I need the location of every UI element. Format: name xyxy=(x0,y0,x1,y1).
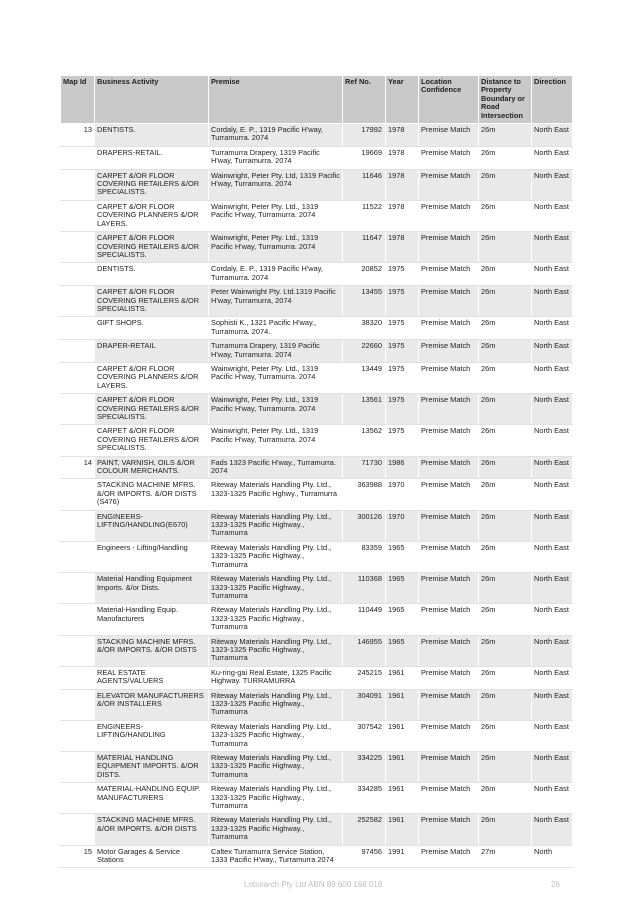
cell-premise: Peter Wainwright Pty. Ltd.1319 Pacific H'way, Turramurra, 2074 xyxy=(209,286,343,317)
cell-year: 1978 xyxy=(386,200,419,231)
header-business-activity: Business Activity xyxy=(95,76,209,124)
cell-direction: North East xyxy=(532,752,573,783)
cell-ref-no: 252582 xyxy=(343,814,386,845)
cell-map-id xyxy=(61,752,95,783)
cell-premise: Riteway Materials Handling Pty. Ltd., 1323-1325 Pacific Highway., Turramurra xyxy=(209,783,343,814)
cell-ref-no: 363988 xyxy=(343,479,386,510)
table-row xyxy=(61,146,573,169)
cell-premise: Ku-ring-gai Real Estate, 1325 Pacific Highway. TURRAMURRA xyxy=(209,666,343,689)
cell-direction: North East xyxy=(532,340,573,363)
cell-business-activity: Material-Handling Equip. Manufacturers xyxy=(95,604,209,635)
cell-ref-no: 13449 xyxy=(343,362,386,393)
cell-location-confidence: Premise Match xyxy=(419,146,479,169)
cell-location-confidence: Premise Match xyxy=(419,479,479,510)
header-year: Year xyxy=(386,76,419,124)
cell-direction: North East xyxy=(532,720,573,751)
cell-map-id xyxy=(61,263,95,286)
cell-ref-no: 334285 xyxy=(343,783,386,814)
cell-premise: Wainwright, Peter Pty. Ltd, 1319 Pacific H'way, Turramurra. 2074 xyxy=(209,169,343,200)
cell-location-confidence: Premise Match xyxy=(419,362,479,393)
table-row xyxy=(61,394,573,425)
cell-year: 1975 xyxy=(386,263,419,286)
cell-map-id xyxy=(61,340,95,363)
cell-location-confidence: Premise Match xyxy=(419,394,479,425)
cell-location-confidence: Premise Match xyxy=(419,573,479,604)
cell-ref-no: 13562 xyxy=(343,425,386,456)
cell-map-id xyxy=(61,146,95,169)
cell-map-id xyxy=(61,169,95,200)
cell-distance: 26m xyxy=(479,232,532,263)
cell-location-confidence: Premise Match xyxy=(419,425,479,456)
cell-premise: Riteway Materials Handling Pty. Ltd., 1323-1325 Pacific Highway., Turramurra xyxy=(209,541,343,572)
cell-direction: North East xyxy=(532,263,573,286)
cell-map-id xyxy=(61,425,95,456)
cell-year: 1978 xyxy=(386,169,419,200)
table-row xyxy=(61,286,573,317)
cell-business-activity: STACKING MACHINE MFRS. &/OR IMPORTS. &/OR DISTS (S476) xyxy=(95,479,209,510)
cell-business-activity: MATERIAL HANDLING EQUIPMENT IMPORTS. &/OR DISTS. xyxy=(95,752,209,783)
cell-ref-no: 110368 xyxy=(343,573,386,604)
table-row xyxy=(61,263,573,286)
cell-direction: North East xyxy=(532,666,573,689)
cell-business-activity: Engineers - Lifting/Handling xyxy=(95,541,209,572)
cell-year: 1970 xyxy=(386,510,419,541)
cell-location-confidence: Premise Match xyxy=(419,232,479,263)
cell-distance: 26m xyxy=(479,720,532,751)
cell-distance: 26m xyxy=(479,604,532,635)
cell-direction: North xyxy=(532,845,573,868)
cell-premise: Riteway Materials Handling Pty. Ltd., 1323-1325 Pacific Highway., Turramurra xyxy=(209,510,343,541)
cell-business-activity: STACKING MACHINE MFRS. &/OR IMPORTS. &/OR DISTS xyxy=(95,814,209,845)
cell-business-activity: DENTISTS. xyxy=(95,263,209,286)
cell-distance: 26m xyxy=(479,146,532,169)
cell-premise: Cordaly, E. P., 1319 Pacific H'way, Turramurra. 2074 xyxy=(209,124,343,147)
cell-business-activity: CARPET &/OR FLOOR COVERING RETAILERS &/OR SPECIALISTS. xyxy=(95,169,209,200)
header-map-id: Map Id xyxy=(61,76,95,124)
cell-year: 1965 xyxy=(386,573,419,604)
cell-map-id: 15 xyxy=(61,845,95,868)
cell-distance: 26m xyxy=(479,573,532,604)
cell-business-activity: Motor Garages & Service Stations xyxy=(95,845,209,868)
cell-direction: North East xyxy=(532,635,573,666)
cell-map-id xyxy=(61,666,95,689)
table-row xyxy=(61,845,573,868)
cell-ref-no: 11522 xyxy=(343,200,386,231)
cell-business-activity: DRAPERS-RETAIL. xyxy=(95,146,209,169)
cell-premise: Riteway Materials Handling Pty. Ltd., 1323-1325 Pacific Highway., Turramurra xyxy=(209,814,343,845)
cell-distance: 26m xyxy=(479,510,532,541)
cell-premise: Riteway Materials Handling Pty. Ltd., 1323-1325 Pacific Highway., Turramurra xyxy=(209,752,343,783)
header-distance: Distance to Property Boundary or Road Intersection xyxy=(479,76,532,124)
cell-ref-no: 300126 xyxy=(343,510,386,541)
table-row xyxy=(61,720,573,751)
cell-ref-no: 11646 xyxy=(343,169,386,200)
header-premise: Premise xyxy=(209,76,343,124)
cell-map-id xyxy=(61,573,95,604)
table-row xyxy=(61,340,573,363)
cell-ref-no: 19669 xyxy=(343,146,386,169)
cell-location-confidence: Premise Match xyxy=(419,510,479,541)
cell-distance: 26m xyxy=(479,783,532,814)
cell-premise: Wainwright, Peter Pty. Ltd., 1319 Pacific H'way, Turramurra. 2074 xyxy=(209,425,343,456)
cell-direction: North East xyxy=(532,232,573,263)
cell-direction: North East xyxy=(532,814,573,845)
cell-premise: Riteway Materials Handling Pty. Ltd., 1323-1325 Pacific Highway., Turramurra xyxy=(209,689,343,720)
cell-distance: 26m xyxy=(479,479,532,510)
table-row xyxy=(61,479,573,510)
cell-year: 1961 xyxy=(386,666,419,689)
cell-premise: Riteway Materials Handling Pty. Ltd., 1323-1325 Pacific Hghwy., Turramurra xyxy=(209,479,343,510)
cell-distance: 26m xyxy=(479,541,532,572)
cell-distance: 26m xyxy=(479,340,532,363)
cell-distance: 26m xyxy=(479,752,532,783)
cell-distance: 26m xyxy=(479,456,532,479)
header-location-confidence: Location Confidence xyxy=(419,76,479,124)
cell-business-activity: STACKING MACHINE MFRS. &/OR IMPORTS. &/OR DISTS xyxy=(95,635,209,666)
cell-location-confidence: Premise Match xyxy=(419,720,479,751)
cell-direction: North East xyxy=(532,146,573,169)
cell-ref-no: 97456 xyxy=(343,845,386,868)
cell-premise: Riteway Materials Handling Pty. Ltd., 1323-1325 Pacific Highway., Turramurra xyxy=(209,573,343,604)
cell-direction: North East xyxy=(532,456,573,479)
cell-ref-no: 13455 xyxy=(343,286,386,317)
cell-map-id xyxy=(61,286,95,317)
cell-location-confidence: Premise Match xyxy=(419,340,479,363)
cell-location-confidence: Premise Match xyxy=(419,845,479,868)
cell-distance: 26m xyxy=(479,635,532,666)
cell-ref-no: 71730 xyxy=(343,456,386,479)
cell-distance: 26m xyxy=(479,425,532,456)
header-ref-no: Ref No. xyxy=(343,76,386,124)
cell-map-id xyxy=(61,479,95,510)
cell-distance: 26m xyxy=(479,286,532,317)
cell-distance: 26m xyxy=(479,814,532,845)
cell-direction: North East xyxy=(532,362,573,393)
table-row xyxy=(61,317,573,340)
cell-business-activity: DENTISTS. xyxy=(95,124,209,147)
cell-map-id xyxy=(61,232,95,263)
cell-year: 1961 xyxy=(386,814,419,845)
cell-premise: Riteway Materials Handling Pty. Ltd., 1323-1325 Pacific Highway., Turramurra xyxy=(209,720,343,751)
table-row xyxy=(61,124,573,147)
cell-map-id: 13 xyxy=(61,124,95,147)
cell-year: 1975 xyxy=(386,340,419,363)
cell-location-confidence: Premise Match xyxy=(419,814,479,845)
cell-distance: 26m xyxy=(479,263,532,286)
cell-direction: North East xyxy=(532,169,573,200)
cell-location-confidence: Premise Match xyxy=(419,783,479,814)
cell-location-confidence: Premise Match xyxy=(419,169,479,200)
cell-year: 1965 xyxy=(386,604,419,635)
table-row xyxy=(61,510,573,541)
cell-location-confidence: Premise Match xyxy=(419,286,479,317)
cell-location-confidence: Premise Match xyxy=(419,541,479,572)
cell-year: 1965 xyxy=(386,541,419,572)
cell-year: 1965 xyxy=(386,635,419,666)
cell-business-activity: CARPET &/OR FLOOR COVERING RETAILERS &/OR SPECIALISTS. xyxy=(95,286,209,317)
cell-ref-no: 83359 xyxy=(343,541,386,572)
table-row xyxy=(61,814,573,845)
cell-year: 1986 xyxy=(386,456,419,479)
business-directory-table xyxy=(60,75,573,868)
cell-map-id xyxy=(61,510,95,541)
cell-direction: North East xyxy=(532,689,573,720)
cell-year: 1961 xyxy=(386,752,419,783)
cell-location-confidence: Premise Match xyxy=(419,635,479,666)
cell-distance: 26m xyxy=(479,666,532,689)
cell-ref-no: 38320 xyxy=(343,317,386,340)
page-number: 26 xyxy=(551,880,560,889)
cell-ref-no: 245215 xyxy=(343,666,386,689)
cell-business-activity: CARPET &/OR FLOOR COVERING PLANNERS &/OR LAYERS. xyxy=(95,200,209,231)
table-row xyxy=(61,362,573,393)
table-row xyxy=(61,604,573,635)
cell-map-id xyxy=(61,317,95,340)
cell-year: 1978 xyxy=(386,146,419,169)
cell-ref-no: 146955 xyxy=(343,635,386,666)
cell-premise: Fads 1323 Pacific H'way., Turramurra. 2074 xyxy=(209,456,343,479)
footer-company: Lotsearch Pty Ltd ABN 89 600 168 018 xyxy=(244,880,383,889)
cell-ref-no: 307542 xyxy=(343,720,386,751)
cell-map-id xyxy=(61,814,95,845)
cell-location-confidence: Premise Match xyxy=(419,604,479,635)
cell-business-activity: MATERIAL-HANDLING EQUIP. MANUFACTURERS xyxy=(95,783,209,814)
cell-business-activity: CARPET &/OR FLOOR COVERING RETAILERS &/OR SPECIALISTS. xyxy=(95,394,209,425)
cell-location-confidence: Premise Match xyxy=(419,317,479,340)
cell-distance: 26m xyxy=(479,124,532,147)
cell-year: 1975 xyxy=(386,286,419,317)
cell-premise: Sophisti K., 1321 Pacific H'way., Turramurra. 2074. xyxy=(209,317,343,340)
cell-map-id xyxy=(61,689,95,720)
cell-location-confidence: Premise Match xyxy=(419,200,479,231)
cell-distance: 27m xyxy=(479,845,532,868)
cell-direction: North East xyxy=(532,200,573,231)
cell-location-confidence: Premise Match xyxy=(419,689,479,720)
cell-location-confidence: Premise Match xyxy=(419,456,479,479)
cell-distance: 26m xyxy=(479,394,532,425)
table-row xyxy=(61,200,573,231)
cell-premise: Riteway Materials Handling Pty. Ltd., 1323-1325 Pacific Highway., Turramurra xyxy=(209,604,343,635)
cell-premise: Wainwright, Peter Pty. Ltd., 1319 Pacific H'way, Turramurra. 2074 xyxy=(209,362,343,393)
cell-ref-no: 11647 xyxy=(343,232,386,263)
table-row xyxy=(61,752,573,783)
cell-ref-no: 334225 xyxy=(343,752,386,783)
cell-direction: North East xyxy=(532,479,573,510)
cell-business-activity: CARPET &/OR FLOOR COVERING PLANNERS &/OR LAYERS. xyxy=(95,362,209,393)
table-row xyxy=(61,666,573,689)
cell-year: 1975 xyxy=(386,425,419,456)
cell-ref-no: 13561 xyxy=(343,394,386,425)
cell-ref-no: 22660 xyxy=(343,340,386,363)
cell-direction: North East xyxy=(532,604,573,635)
cell-direction: North East xyxy=(532,124,573,147)
cell-year: 1961 xyxy=(386,783,419,814)
cell-direction: North East xyxy=(532,317,573,340)
cell-ref-no: 17992 xyxy=(343,124,386,147)
cell-direction: North East xyxy=(532,573,573,604)
cell-map-id xyxy=(61,783,95,814)
cell-business-activity: GIFT SHOPS. xyxy=(95,317,209,340)
cell-location-confidence: Premise Match xyxy=(419,263,479,286)
cell-direction: North East xyxy=(532,510,573,541)
cell-direction: North East xyxy=(532,425,573,456)
cell-year: 1975 xyxy=(386,394,419,425)
cell-map-id xyxy=(61,362,95,393)
cell-business-activity: ELEVATOR MANUFACTURERS &/OR INSTALLERS xyxy=(95,689,209,720)
cell-year: 1961 xyxy=(386,689,419,720)
table-row xyxy=(61,635,573,666)
cell-distance: 26m xyxy=(479,169,532,200)
cell-business-activity: PAINT, VARNISH, OILS &/OR COLOUR MERCHANTS. xyxy=(95,456,209,479)
cell-direction: North East xyxy=(532,541,573,572)
cell-premise: Wainwright, Peter Pty. Ltd., 1319 Pacific H'way, Turramurra. 2074 xyxy=(209,394,343,425)
cell-direction: North East xyxy=(532,394,573,425)
cell-year: 1961 xyxy=(386,720,419,751)
cell-map-id xyxy=(61,200,95,231)
table-row xyxy=(61,169,573,200)
cell-ref-no: 304091 xyxy=(343,689,386,720)
cell-ref-no: 20852 xyxy=(343,263,386,286)
cell-business-activity: ENGINEERS-LIFTING/HANDLING xyxy=(95,720,209,751)
header-direction: Direction xyxy=(532,76,573,124)
cell-premise: Wainwright, Peter Pty. Ltd., 1319 Pacific H'way, Turramurra. 2074 xyxy=(209,200,343,231)
cell-map-id xyxy=(61,394,95,425)
cell-business-activity: Material Handling Equipment Imports. &/or Dists. xyxy=(95,573,209,604)
cell-distance: 26m xyxy=(479,317,532,340)
cell-direction: North East xyxy=(532,286,573,317)
cell-year: 1975 xyxy=(386,317,419,340)
cell-distance: 26m xyxy=(479,362,532,393)
cell-premise: Turramurra Drapery, 1319 Pacific H'way, Turramurra. 2074 xyxy=(209,146,343,169)
cell-map-id xyxy=(61,541,95,572)
cell-business-activity: REAL ESTATE AGENTS/VALUERS xyxy=(95,666,209,689)
cell-premise: Riteway Materials Handling Pty. Ltd., 1323-1325 Pacific Highway., Turramurra xyxy=(209,635,343,666)
cell-premise: Turramurra Drapery, 1319 Pacific H'way, Turramurra. 2074 xyxy=(209,340,343,363)
cell-premise: Cordaly, E. P., 1319 Pacific H'way, Turramurra. 2074 xyxy=(209,263,343,286)
cell-business-activity: ENGINEERS-LIFTING/HANDLING(E670) xyxy=(95,510,209,541)
cell-map-id: 14 xyxy=(61,456,95,479)
cell-premise: Caltex Turramurra Service Station, 1333 Pacific H'way., Turramurra 2074 xyxy=(209,845,343,868)
table-row xyxy=(61,689,573,720)
table-row xyxy=(61,456,573,479)
cell-map-id xyxy=(61,604,95,635)
table-row xyxy=(61,425,573,456)
cell-year: 1975 xyxy=(386,362,419,393)
table-body xyxy=(61,124,573,868)
table-row xyxy=(61,541,573,572)
table-row xyxy=(61,232,573,263)
cell-distance: 26m xyxy=(479,689,532,720)
cell-ref-no: 110449 xyxy=(343,604,386,635)
cell-year: 1978 xyxy=(386,232,419,263)
cell-map-id xyxy=(61,635,95,666)
table-header-row xyxy=(61,76,573,124)
cell-business-activity: CARPET &/OR FLOOR COVERING RETAILERS &/OR SPECIALISTS. xyxy=(95,425,209,456)
cell-distance: 26m xyxy=(479,200,532,231)
table-row xyxy=(61,573,573,604)
cell-business-activity: CARPET &/OR FLOOR COVERING RETAILERS &/OR SPECIALISTS. xyxy=(95,232,209,263)
cell-location-confidence: Premise Match xyxy=(419,752,479,783)
cell-year: 1991 xyxy=(386,845,419,868)
cell-location-confidence: Premise Match xyxy=(419,124,479,147)
cell-business-activity: DRAPER-RETAIL xyxy=(95,340,209,363)
cell-direction: North East xyxy=(532,783,573,814)
cell-premise: Wainwright, Peter Pty. Ltd., 1319 Pacific H'way, Turramurra. 2074 xyxy=(209,232,343,263)
cell-year: 1970 xyxy=(386,479,419,510)
table-row xyxy=(61,783,573,814)
cell-map-id xyxy=(61,720,95,751)
cell-location-confidence: Premise Match xyxy=(419,666,479,689)
cell-year: 1978 xyxy=(386,124,419,147)
